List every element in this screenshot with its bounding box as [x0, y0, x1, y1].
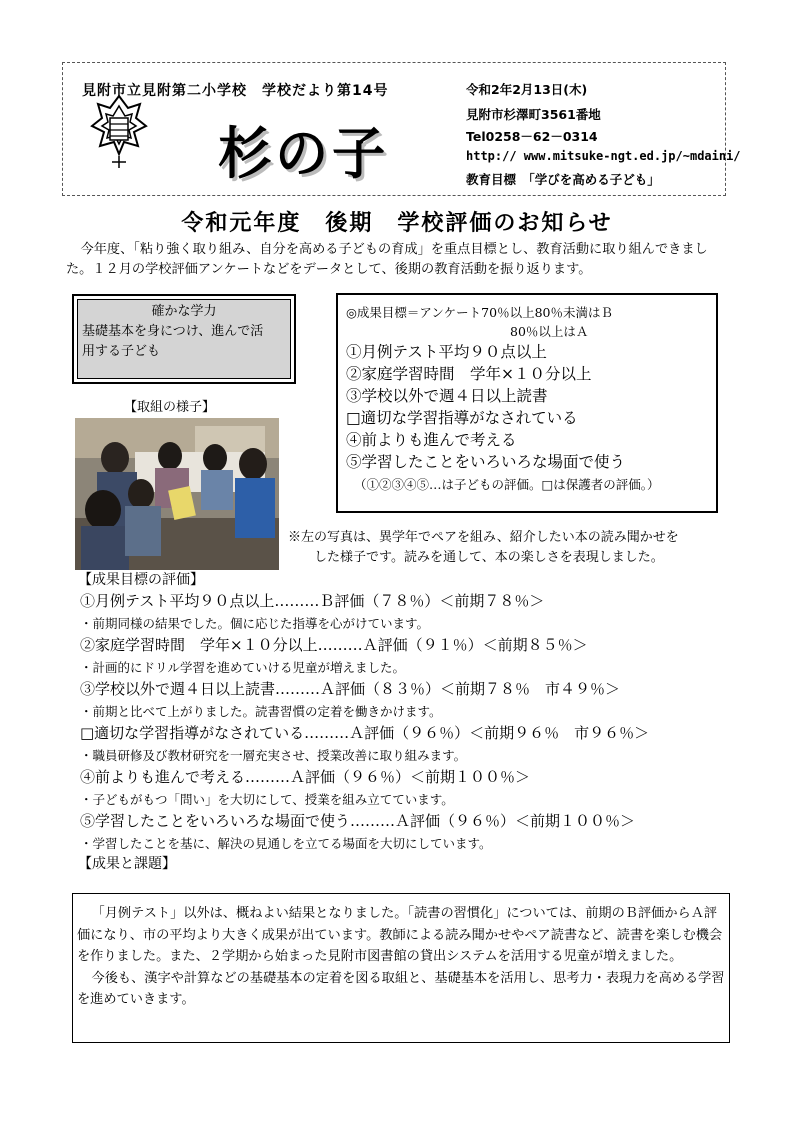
classroom-photo [75, 418, 279, 570]
evaluation-section [78, 570, 738, 874]
goal-item: ②家庭学習時間 学年×１０分以上 [346, 365, 592, 383]
summary-paragraph-2: 今後も、漢字や計算などの基礎基本の定着を図る取組と、基礎基本を活用し、思考力・表現力を高める学習を進めていきます。 [77, 970, 725, 1007]
evaluation-note: ・計画的にドリル学習を進めていける児童が増えました。 [80, 660, 406, 675]
school-phone: Tel0258－62－0314 [466, 129, 598, 144]
evaluation-result: ②家庭学習時間 学年×１０分以上………Ａ評価（９１％）＜前期８５％＞ [80, 636, 588, 654]
evaluation-note: ・学習したことを基に、解決の見通しを立てる場面を大切にしています。 [80, 836, 492, 851]
photo-caption: 【取組の様子】 [124, 400, 216, 415]
goal-footnote: （①②③④⑤…は子どもの評価。□は保護者の評価。） [354, 477, 660, 492]
evaluation-note: ・前期と比べて上がりました。読書習慣の定着を働きかけます。 [80, 704, 442, 719]
photo-note-line-2: した様子です。読みを通して、本の楽しさを表現しました。 [314, 550, 664, 565]
goal-item: ⑤学習したことをいろいろな場面で使う [346, 453, 626, 471]
intro-paragraph [66, 240, 732, 280]
evaluation-result: ③学校以外で週４日以上読書………Ａ評価（８３％）＜前期７８％ 市４９％＞ [80, 680, 621, 698]
evaluation-result: ⑤学習したことをいろいろな場面で使う………Ａ評価（９６％）＜前期１００％＞ [80, 812, 636, 830]
summary-box [72, 893, 730, 1043]
page-title: 令和元年度 後期 学校評価のお知らせ [181, 211, 613, 236]
issue-date: 令和2年2月13日(木) [466, 82, 588, 97]
evaluation-result: ④前よりも進んで考える………Ａ評価（９６％）＜前期１００％＞ [80, 768, 531, 786]
evaluation-note: ・前期同様の結果でした。個に応じた指導を心がけています。 [80, 616, 430, 631]
theme-box-inner [77, 299, 291, 379]
goal-item: ①月例テスト平均９０点以上 [346, 343, 547, 361]
goal-criteria-line-2: 80％以上はＡ [510, 324, 589, 339]
goal-item: ④前よりも進んで考える [346, 431, 517, 449]
theme-line-1: 基礎基本を身につけ、進んで活 [82, 324, 264, 339]
theme-title: 確かな学力 [151, 304, 217, 319]
theme-box [72, 294, 296, 384]
goal-item: □適切な学習指導がなされている [346, 409, 578, 427]
goal-item: ③学校以外で週４日以上読書 [346, 387, 548, 405]
evaluation-result: ①月例テスト平均９０点以上………Ｂ評価（７８％）＜前期７８％＞ [80, 592, 545, 610]
summary-paragraph-1: 「月例テスト」以外は、概ねよい結果となりました。「読書の習慣化」については、前期のＢ評価からＡ評価になり、市の平均より大きく成果が出ています。教師による読み聞かせやペア読書など、読書を楽しむ機会を作りました。また、２学期から始まった見附市図書館の貸出システムを活用する児童が増えました。 [77, 906, 723, 964]
education-goal: 教育目標 「学びを高める子ども」 [466, 172, 660, 187]
evaluation-note: ・子どもがもつ「問い」を大切にして、授業を組み立てています。 [80, 792, 454, 807]
school-emblem-icon [88, 92, 150, 172]
school-address: 見附市杉澤町3561番地 [466, 107, 601, 122]
results-heading: 【成果と課題】 [78, 856, 176, 872]
intro-text: 今年度、「粘り強く取り組み、自分を高める子どもの育成」を重点目標とし、教育活動に取り組んできました。１２月の学校評価アンケートなどをデータとして、後期の教育活動を振り返ります。 [66, 242, 708, 277]
newsletter-masthead: 杉の子 [218, 122, 389, 187]
photo-note-line-1: ※左の写真は、異学年でペアを組み、紹介したい本の読み聞かせを [288, 530, 679, 545]
theme-line-2: 用する子ども [82, 344, 161, 359]
evaluation-heading: 【成果目標の評価】 [78, 572, 204, 588]
school-website-link[interactable]: http:// www.mitsuke-ngt.ed.jp/~mdaini/ [466, 149, 741, 163]
evaluation-result: □適切な学習指導がなされている………Ａ評価（９６％）＜前期９６％ 市９６％＞ [80, 724, 650, 742]
goals-box [336, 293, 718, 513]
evaluation-note: ・職員研修及び教材研究を一層充実させ、授業改善に取り組みます。 [80, 748, 467, 763]
photo-note [288, 528, 738, 568]
school-name-line: 見附市立見附第二小学校 学校だより第14号 [82, 83, 389, 99]
goal-criteria-line-1: ◎成果目標＝アンケート70％以上80％未満はＢ [346, 305, 613, 320]
